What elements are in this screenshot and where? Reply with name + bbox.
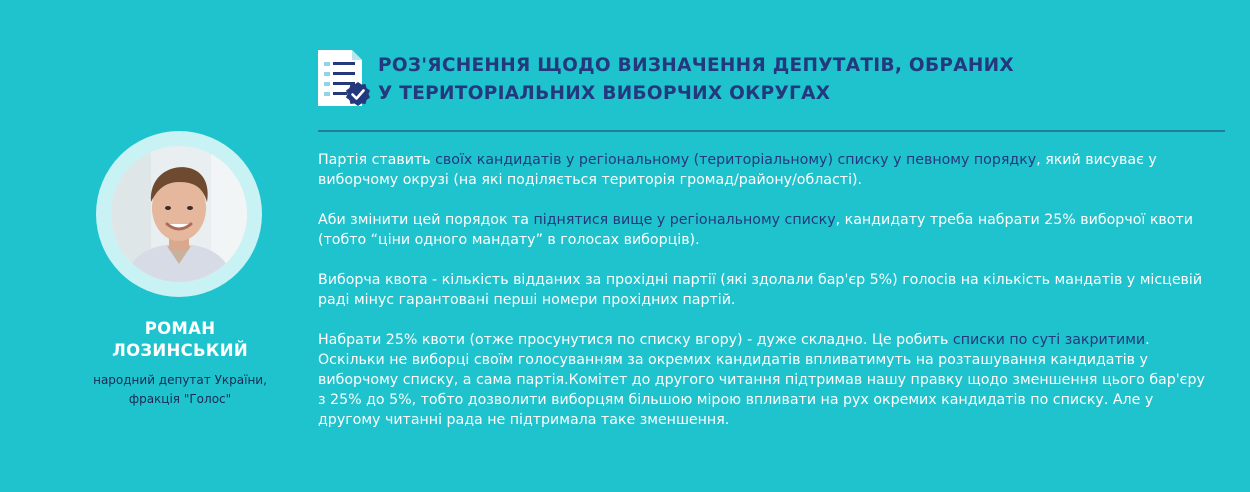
paragraph-2-start: Аби змінити цей порядок та xyxy=(318,212,534,228)
page-title xyxy=(378,52,1078,108)
document-checkmark-icon xyxy=(316,48,372,110)
paragraph-4-highlight: списки по суті закритими xyxy=(952,332,1146,348)
person-role-line-2: фракція "Голос" xyxy=(128,392,232,406)
paragraph-3: Виборча квота - кількість відданих за прохідні партії (які здолали бар'єр 5%) голосів на кількість мандатів у місцевій раді мінус гарантовані перші номери прохідних партій. xyxy=(318,272,1203,308)
person-first-name: РОМАН xyxy=(144,319,216,338)
person-role-line-1: народний депутат України, xyxy=(93,373,267,387)
paragraph-2 xyxy=(318,210,1208,250)
explanation-text xyxy=(318,150,1208,450)
title-line-1: РОЗ'ЯСНЕННЯ ЩОДО ВИЗНАЧЕННЯ ДЕПУТАТІВ, ОБРАНИХ xyxy=(378,55,1014,76)
person-name xyxy=(60,318,300,362)
paragraph-1-highlight: своїх кандидатів у регіональному (територіальному) списку у певному порядку xyxy=(435,152,1037,168)
person-role xyxy=(70,371,290,409)
paragraph-4-start: Набрати 25% квоти (отже просунутися по списку вгору) - дуже складно. Це робить xyxy=(318,332,953,348)
paragraph-4 xyxy=(318,330,1208,430)
paragraph-1-start: Партія ставить xyxy=(318,152,436,168)
paragraph-2-end: , кандидату треба набрати 25% виборчої квоти (тобто “ціни одного мандату” в голосах виборців). xyxy=(318,212,1193,248)
paragraph-4-end: . Оскільки не виборці своїм голосуванням за окремих кандидатів впливатимуть на розташування кандидатів у виборчому списку, а сама партія.Комітет до другого читання підтримав нашу правку щодо зменшення цього бар'єру з 25% до 5%, тобто дозволити виборцям більшою мірою впливати на рух окремих кандидатів по списку. Але у другому читанні рада не підтримала таке зменшення. xyxy=(318,332,1205,428)
paragraph-1-end: , який висуває у виборчому окрузі (на які поділяється територія громад/району/області). xyxy=(318,152,1157,188)
paragraph-1 xyxy=(318,150,1208,190)
portrait-photo xyxy=(111,146,247,282)
person-last-name: ЛОЗИНСЬКИЙ xyxy=(112,341,248,360)
title-divider xyxy=(318,130,1225,132)
title-line-2: У ТЕРИТОРІАЛЬНИХ ВИБОРЧИХ ОКРУГАХ xyxy=(378,83,831,104)
paragraph-2-highlight: піднятися вище у регіональному списку xyxy=(533,212,836,228)
